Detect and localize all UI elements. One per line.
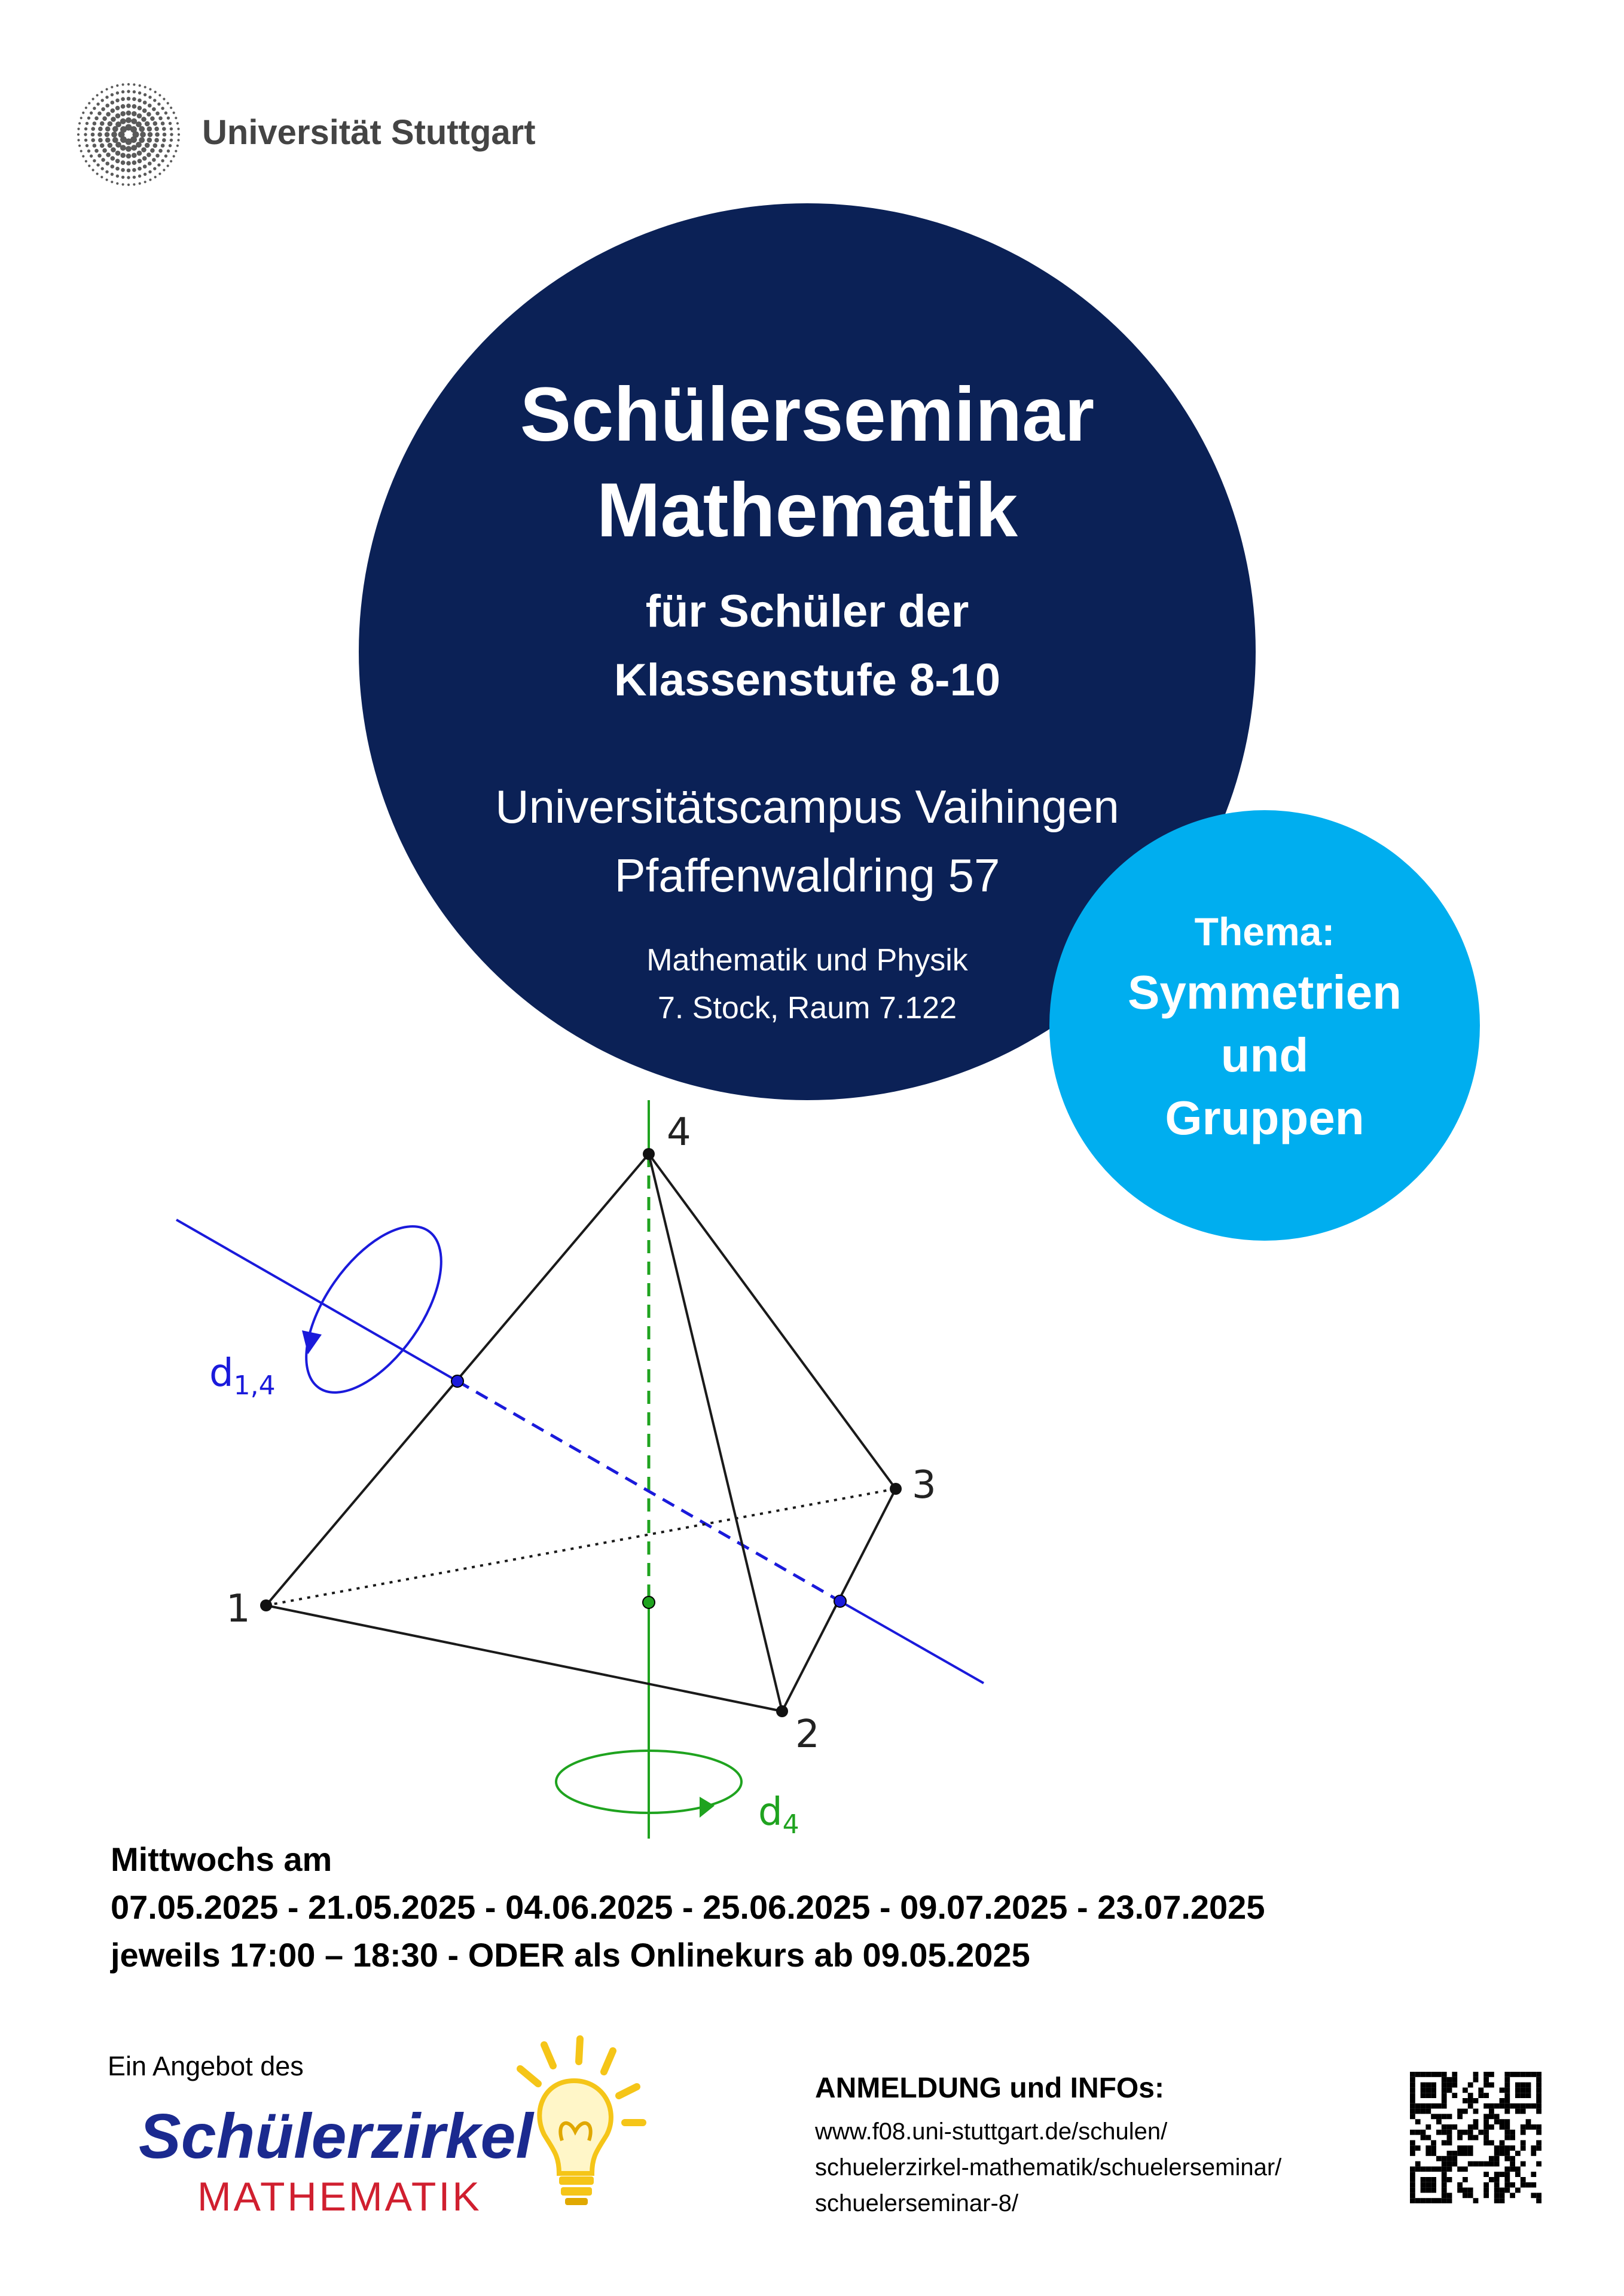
- rotation-d14-arrow: [280, 1204, 468, 1415]
- vertex-3-dot: [890, 1483, 902, 1495]
- vertex-2-dot: [776, 1705, 788, 1717]
- axis-d14-right: [840, 1601, 984, 1683]
- event-title-line2: Mathematik: [596, 468, 1018, 553]
- brand-name: Schülerzirkel: [139, 2101, 533, 2172]
- building-line2: 7. Stock, Raum 7.122: [657, 991, 957, 1025]
- registration-url-line2[interactable]: schuelerzirkel-mathematik/schuelerseminar/: [815, 2154, 1282, 2181]
- rotation-d4-arrowhead: [700, 1797, 715, 1818]
- vertex-4-label: 4: [667, 1110, 691, 1155]
- schedule-dates: 07.05.2025 - 21.05.2025 - 04.06.2025 - 25.06.2025 - 09.07.2025 - 23.07.2025: [111, 1888, 1265, 1926]
- edge-4-3: [649, 1154, 896, 1489]
- university-logo-text: Universität Stuttgart: [202, 113, 536, 152]
- vertex-1-dot: [260, 1599, 272, 1611]
- vertex-4-dot: [643, 1148, 655, 1160]
- lightbulb-icon: [502, 2033, 652, 2212]
- registration-url-line3[interactable]: schuelerseminar-8/: [815, 2190, 1019, 2216]
- registration-heading: ANMELDUNG und INFOs:: [815, 2072, 1164, 2104]
- location-line2: Pfaffenwaldring 57: [614, 849, 1000, 902]
- midpoint-14-dot: [451, 1375, 463, 1387]
- centroid-dot: [643, 1596, 655, 1608]
- tetrahedron-diagram: [0, 1076, 1624, 1854]
- svg-text:d1,4: [209, 1351, 276, 1401]
- axis-d4-subscript: 4: [782, 1809, 799, 1840]
- rotation-d14-arrowhead: [302, 1330, 322, 1354]
- event-title-line1: Schülerseminar: [520, 372, 1095, 457]
- vertex-3-label: 3: [912, 1463, 936, 1507]
- qr-code-icon[interactable]: [1410, 2072, 1541, 2203]
- registration-url-line1[interactable]: www.f08.uni-stuttgart.de/schulen/: [815, 2118, 1168, 2145]
- vertex-2-label: 2: [795, 1712, 820, 1757]
- vertex-1-label: 1: [226, 1587, 251, 1631]
- theme-heading: Thema:: [1194, 909, 1335, 954]
- midpoint-23-dot: [834, 1595, 846, 1607]
- university-logo-icon: [72, 78, 197, 191]
- theme-line1: Symmetrien: [1128, 966, 1402, 1019]
- theme-line3: Gruppen: [1165, 1091, 1364, 1144]
- edge-4-2: [649, 1154, 782, 1711]
- brand-subtitle: MATHEMATIK: [197, 2174, 482, 2219]
- building-line1: Mathematik und Physik: [646, 943, 968, 978]
- svg-text:d4: [758, 1790, 799, 1840]
- edge-1-3-hidden: [266, 1489, 896, 1605]
- schedule-weekday: Mittwochs am: [111, 1840, 332, 1878]
- axis-d4-label: d: [758, 1790, 783, 1834]
- offer-text: Ein Angebot des: [108, 2051, 304, 2081]
- audience-line1: für Schüler der: [645, 586, 969, 637]
- theme-line2: und: [1220, 1028, 1309, 1082]
- schedule-time: jeweils 17:00 – 18:30 - ODER als Onlinekurs ab 09.05.2025: [111, 1936, 1030, 1974]
- axis-d14-subscript: 1,4: [233, 1370, 276, 1401]
- location-line1: Universitätscampus Vaihingen: [495, 780, 1119, 833]
- edge-1-2: [266, 1605, 782, 1711]
- axis-d14-label: d: [209, 1351, 234, 1396]
- audience-line2: Klassenstufe 8-10: [613, 655, 1001, 706]
